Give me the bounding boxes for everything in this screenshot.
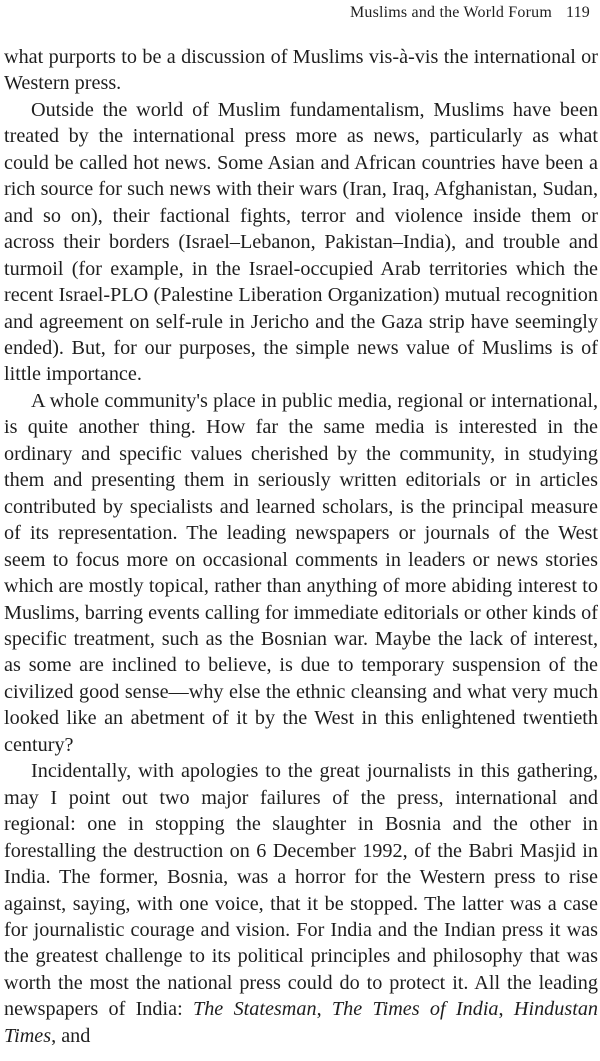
page-number: 119 xyxy=(565,4,590,21)
paragraph-press-failures-text: Incidentally, with apologies to the great journalists in this gathering, may I point out two major failures of the press, international and regional: one in stopping the slaughter in Bosnia and the other in forestalling the destruction on 6 December 1992, of the Babri Masjid in India. The former, Bosnia, was a horror for the Western press to rise against, saying, with one voice, that it be stopped. The latter was a case for journalistic courage and vision. For India and the Indian press it was the greatest challenge to its political principles and philosophy that was worth the most the national press could do to protect it. All the leading newspapers of India: xyxy=(4,760,598,1021)
running-header xyxy=(350,4,590,22)
body-text xyxy=(4,44,598,1049)
paragraph-news-coverage: Outside the world of Muslim fundamentalism, Muslims have been treated by the international press more as news, particularly as what could be called hot news. Some Asian and African countries have been a rich source for such news with their wars (Iran, Iraq, Afghanistan, Sudan, and so on), their factional fights, terror and violence inside them or across their borders (Israel–Lebanon, Pakistan–India), and trouble and turmoil (for example, in the Israel-occupied Arab territories which the recent Israel-PLO (Palestine Liberation Organization) mutual recognition and agreement on self-rule in Jericho and the Gaza strip have seemingly ended). But, for our purposes, the simple news value of Muslims is of little importance. xyxy=(4,98,598,386)
separator: , xyxy=(316,998,332,1021)
running-title: Muslims and the World Forum xyxy=(349,4,552,21)
newspaper-title-statesman: The Statesman xyxy=(192,998,317,1021)
paragraph-tail: , and xyxy=(51,1024,91,1047)
paragraph-continued: what purports to be a discussion of Muslims vis-à-vis the international or Western press. xyxy=(4,46,598,95)
newspaper-title-times-of-india: The Times of India xyxy=(331,998,499,1021)
separator: , xyxy=(498,998,514,1021)
newspaper-title-hindustan-times: Hindustan Times xyxy=(4,998,599,1047)
paragraph-community-representation: A whole community's place in public media, regional or international, is quite another thing. How far the same media is interested in the ordinary and specific values cherished by the community, in studying them and presenting them in seriously written editorials or in articles contributed by specialists and learned scholars, is the principal measure of its representation. The leading newspapers or journals of the West seem to focus more on occasional comments in leaders or news stories which are mostly topical, rather than anything of more abiding interest to Muslims, barring events calling for immediate editorials or other kinds of specific treatment, such as the Bosnian war. Maybe the lack of interest, as some are inclined to believe, is due to temporary suspension of the civilized good sense—why else the ethnic cleansing and what very much looked like an abetment of it by the West in this enlightened twentieth century? xyxy=(4,389,598,756)
paragraph-press-failures xyxy=(4,758,598,1049)
